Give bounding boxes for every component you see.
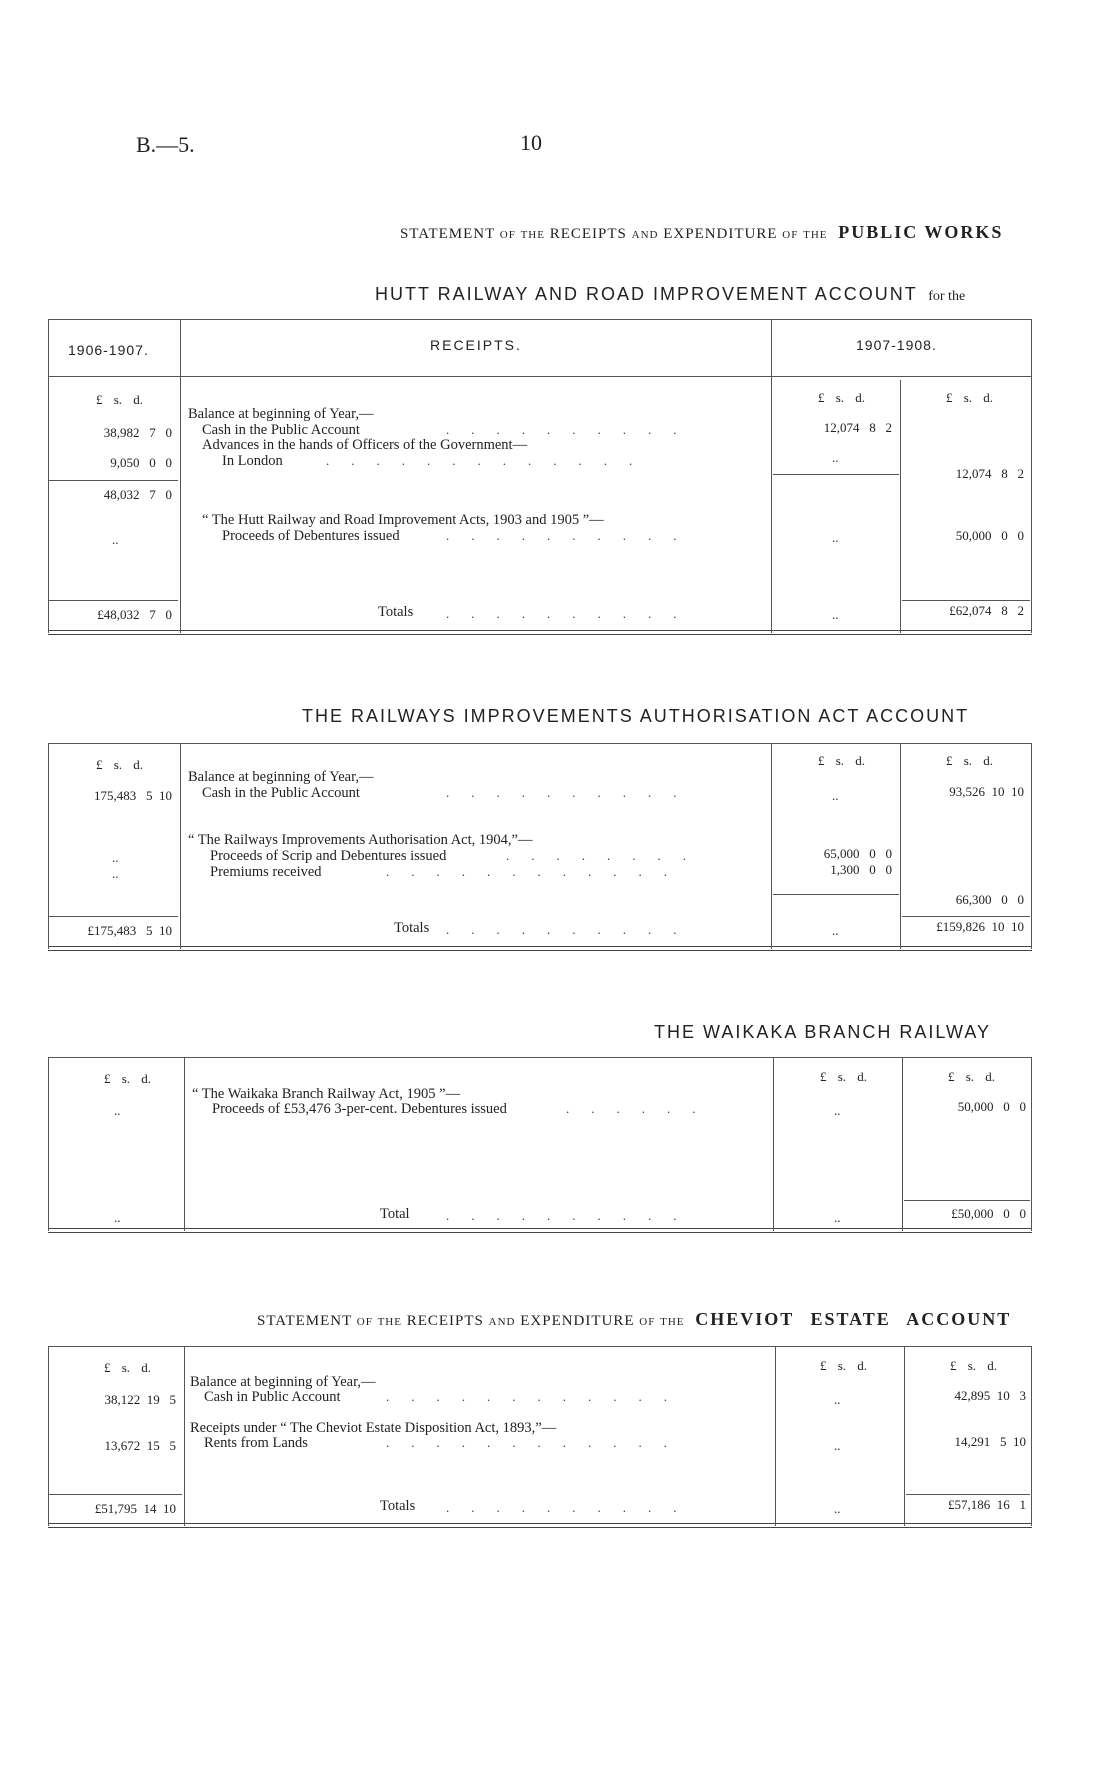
totals-label: Totals: [378, 604, 414, 620]
totals-label: Totals: [380, 1498, 416, 1514]
row-desc: Premiums received: [210, 864, 322, 880]
amount-right: 14,291 5 10: [954, 1434, 1026, 1449]
amount-right: 42,895 10 3: [954, 1388, 1026, 1403]
total-right: £159,826 10 10: [936, 919, 1024, 934]
amount-right: 93,526 10 10: [949, 784, 1024, 799]
section-heading: THE WAIKAKA BRANCH RAILWAY: [654, 1022, 992, 1042]
total-right: £57,186 16 1: [948, 1497, 1026, 1512]
amount-prev: 38,122 19 5: [104, 1392, 176, 1407]
row-desc: Balance at beginning of Year,—: [190, 1374, 376, 1390]
row-desc: “ The Railways Improvements Authorisation Act, 1904,”—: [188, 832, 533, 848]
lsd-header-prev: £ s. d.: [104, 1360, 152, 1375]
total-mid: ..: [834, 1210, 841, 1225]
lsd-header-mid: £ s. d.: [820, 1069, 868, 1084]
page-number: 10: [520, 130, 542, 155]
amount-mid: 1,300 0 0: [830, 862, 892, 877]
amount-right: 50,000 0 0: [957, 1099, 1026, 1114]
lsd-header-mid: £ s. d.: [820, 1358, 868, 1373]
lsd-header-right: £ s. d.: [946, 390, 994, 405]
amount-mid: ..: [832, 530, 839, 545]
amount-mid: ..: [834, 1103, 841, 1118]
amount-right: 12,074 8 2: [955, 466, 1024, 481]
subtotal-right: 66,300 0 0: [955, 892, 1024, 907]
amount-mid: ..: [834, 1438, 841, 1453]
heading-prefix: STATEMENT of the RECEIPTS and EXPENDITURE of the: [257, 1313, 685, 1329]
heading-tail: for the: [928, 289, 966, 304]
amount-mid: 12,074 8 2: [823, 420, 892, 435]
total-prev: £175,483 5 10: [87, 923, 172, 938]
row-desc: Advances in the hands of Officers of the Government—: [202, 437, 528, 453]
heading-bold: PUBLIC WORKS: [838, 222, 1004, 242]
amount-mid: 65,000 0 0: [823, 846, 892, 861]
total-prev: £51,795 14 10: [94, 1501, 176, 1516]
lsd-header-prev: £ s. d.: [96, 757, 144, 772]
lsd-header-right: £ s. d.: [948, 1069, 996, 1084]
lsd-header-right: £ s. d.: [946, 753, 994, 768]
amount-mid: ..: [832, 788, 839, 803]
lsd-header-mid: £ s. d.: [818, 390, 866, 405]
amount-prev: ..: [112, 866, 119, 881]
amount-prev: 175,483 5 10: [94, 788, 172, 803]
row-desc: Rents from Lands: [204, 1435, 308, 1451]
col-header-1906: 1906-1907.: [68, 342, 149, 358]
amount-prev: 9,050 0 0: [110, 455, 172, 470]
row-desc: Proceeds of Scrip and Debentures issued: [210, 848, 447, 864]
total-right: £62,074 8 2: [949, 603, 1024, 618]
total-mid: ..: [834, 1501, 841, 1516]
heading-prefix: STATEMENT of the RECEIPTS and EXPENDITURE of the: [400, 226, 828, 242]
row-desc: Balance at beginning of Year,—: [188, 769, 374, 785]
amount-prev: 38,982 7 0: [103, 425, 172, 440]
row-desc: Cash in the Public Account: [202, 422, 360, 438]
amount-prev: ..: [112, 850, 119, 865]
row-desc: “ The Waikaka Branch Railway Act, 1905 ”—: [192, 1086, 461, 1102]
heading-bold: CHEVIOT ESTATE ACCOUNT: [695, 1309, 1012, 1329]
row-desc: Receipts under “ The Cheviot Estate Disposition Act, 1893,”—: [190, 1420, 557, 1436]
row-desc: Cash in Public Account: [204, 1389, 341, 1405]
amount-right: 50,000 0 0: [955, 528, 1024, 543]
amount-prev: ..: [114, 1103, 121, 1118]
row-desc: Proceeds of Debentures issued: [222, 528, 400, 544]
row-desc: Balance at beginning of Year,—: [188, 406, 374, 422]
document-reference: B.—5.: [136, 132, 195, 157]
total-mid: ..: [832, 607, 839, 622]
account-title: HUTT RAILWAY AND ROAD IMPROVEMENT ACCOUNT: [375, 284, 918, 304]
section-heading: THE RAILWAYS IMPROVEMENTS AUTHORISATION ACT ACCOUNT: [302, 706, 970, 726]
col-header-1907: 1907-1908.: [856, 337, 937, 353]
lsd-header-prev: £ s. d.: [104, 1071, 152, 1086]
lsd-header-right: £ s. d.: [950, 1358, 998, 1373]
col-header-receipts: RECEIPTS.: [430, 337, 522, 353]
account-heading: [375, 284, 965, 305]
row-desc: “ The Hutt Railway and Road Improvement Acts, 1903 and 1905 ”—: [202, 512, 604, 528]
total-right: £50,000 0 0: [951, 1206, 1026, 1221]
lsd-header-mid: £ s. d.: [818, 753, 866, 768]
totals-label: Total: [380, 1206, 410, 1222]
amount-mid: ..: [834, 1392, 841, 1407]
statement-heading: [257, 1309, 1011, 1330]
totals-label: Totals: [394, 920, 430, 936]
amount-mid: ..: [832, 450, 839, 465]
subtotal-prev: 48,032 7 0: [103, 487, 172, 502]
statement-heading: [400, 222, 1003, 243]
row-desc: In London: [222, 453, 283, 469]
total-mid: ..: [832, 923, 839, 938]
row-desc: Cash in the Public Account: [202, 785, 360, 801]
amount-prev: ..: [112, 532, 119, 547]
total-prev: ..: [114, 1210, 121, 1225]
total-prev: £48,032 7 0: [97, 607, 172, 622]
lsd-header-prev: £ s. d.: [96, 392, 144, 407]
amount-prev: 13,672 15 5: [104, 1438, 176, 1453]
row-desc: Proceeds of £53,476 3-per-cent. Debentures issued: [212, 1101, 507, 1117]
